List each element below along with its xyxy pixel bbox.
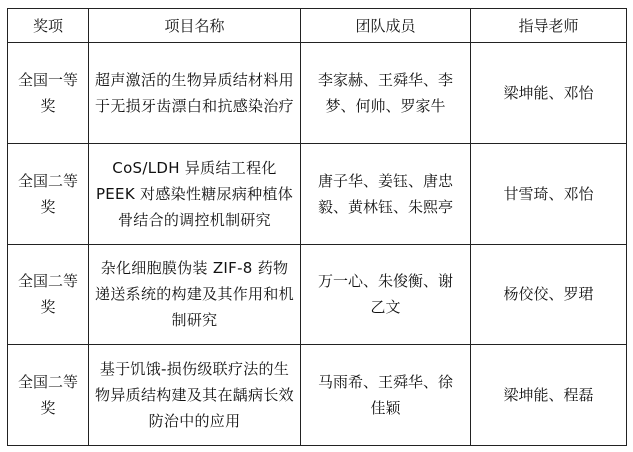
table-row (8, 345, 627, 446)
project-cell: 基于饥饿-损伤级联疗法的生物异质结构建及其在龋病长效防治中的应用 (89, 345, 301, 446)
header-project: 项目名称 (89, 9, 301, 43)
members-cell: 李家赫、王舜华、李梦、何帅、罗家牛 (301, 43, 471, 144)
advisors-cell: 梁坤能、邓怡 (471, 43, 627, 144)
header-advisors: 指导老师 (471, 9, 627, 43)
advisors-cell: 杨佼佼、罗珺 (471, 244, 627, 345)
members-cell: 唐子华、姜钰、唐忠毅、黄林钰、朱熙亭 (301, 143, 471, 244)
advisors-cell: 梁坤能、程磊 (471, 345, 627, 446)
award-cell: 全国二等奖 (8, 345, 89, 446)
award-cell: 全国二等奖 (8, 244, 89, 345)
project-cell: 超声激活的生物异质结材料用于无损牙齿漂白和抗感染治疗 (89, 43, 301, 144)
header-members: 团队成员 (301, 9, 471, 43)
advisors-cell: 甘雪琦、邓怡 (471, 143, 627, 244)
awards-table-container (7, 8, 626, 445)
award-cell: 全国二等奖 (8, 143, 89, 244)
awards-table (7, 8, 627, 446)
project-cell: 杂化细胞膜伪装 ZIF-8 药物递送系统的构建及其作用和机制研究 (89, 244, 301, 345)
header-award: 奖项 (8, 9, 89, 43)
members-cell: 马雨希、王舜华、徐佳颖 (301, 345, 471, 446)
members-cell: 万一心、朱俊衡、谢乙文 (301, 244, 471, 345)
table-row (8, 43, 627, 144)
table-header-row (8, 9, 627, 43)
award-cell: 全国一等奖 (8, 43, 89, 144)
table-row (8, 244, 627, 345)
table-row (8, 143, 627, 244)
project-cell: CoS/LDH 异质结工程化 PEEK 对感染性糖尿病种植体骨结合的调控机制研究 (89, 143, 301, 244)
